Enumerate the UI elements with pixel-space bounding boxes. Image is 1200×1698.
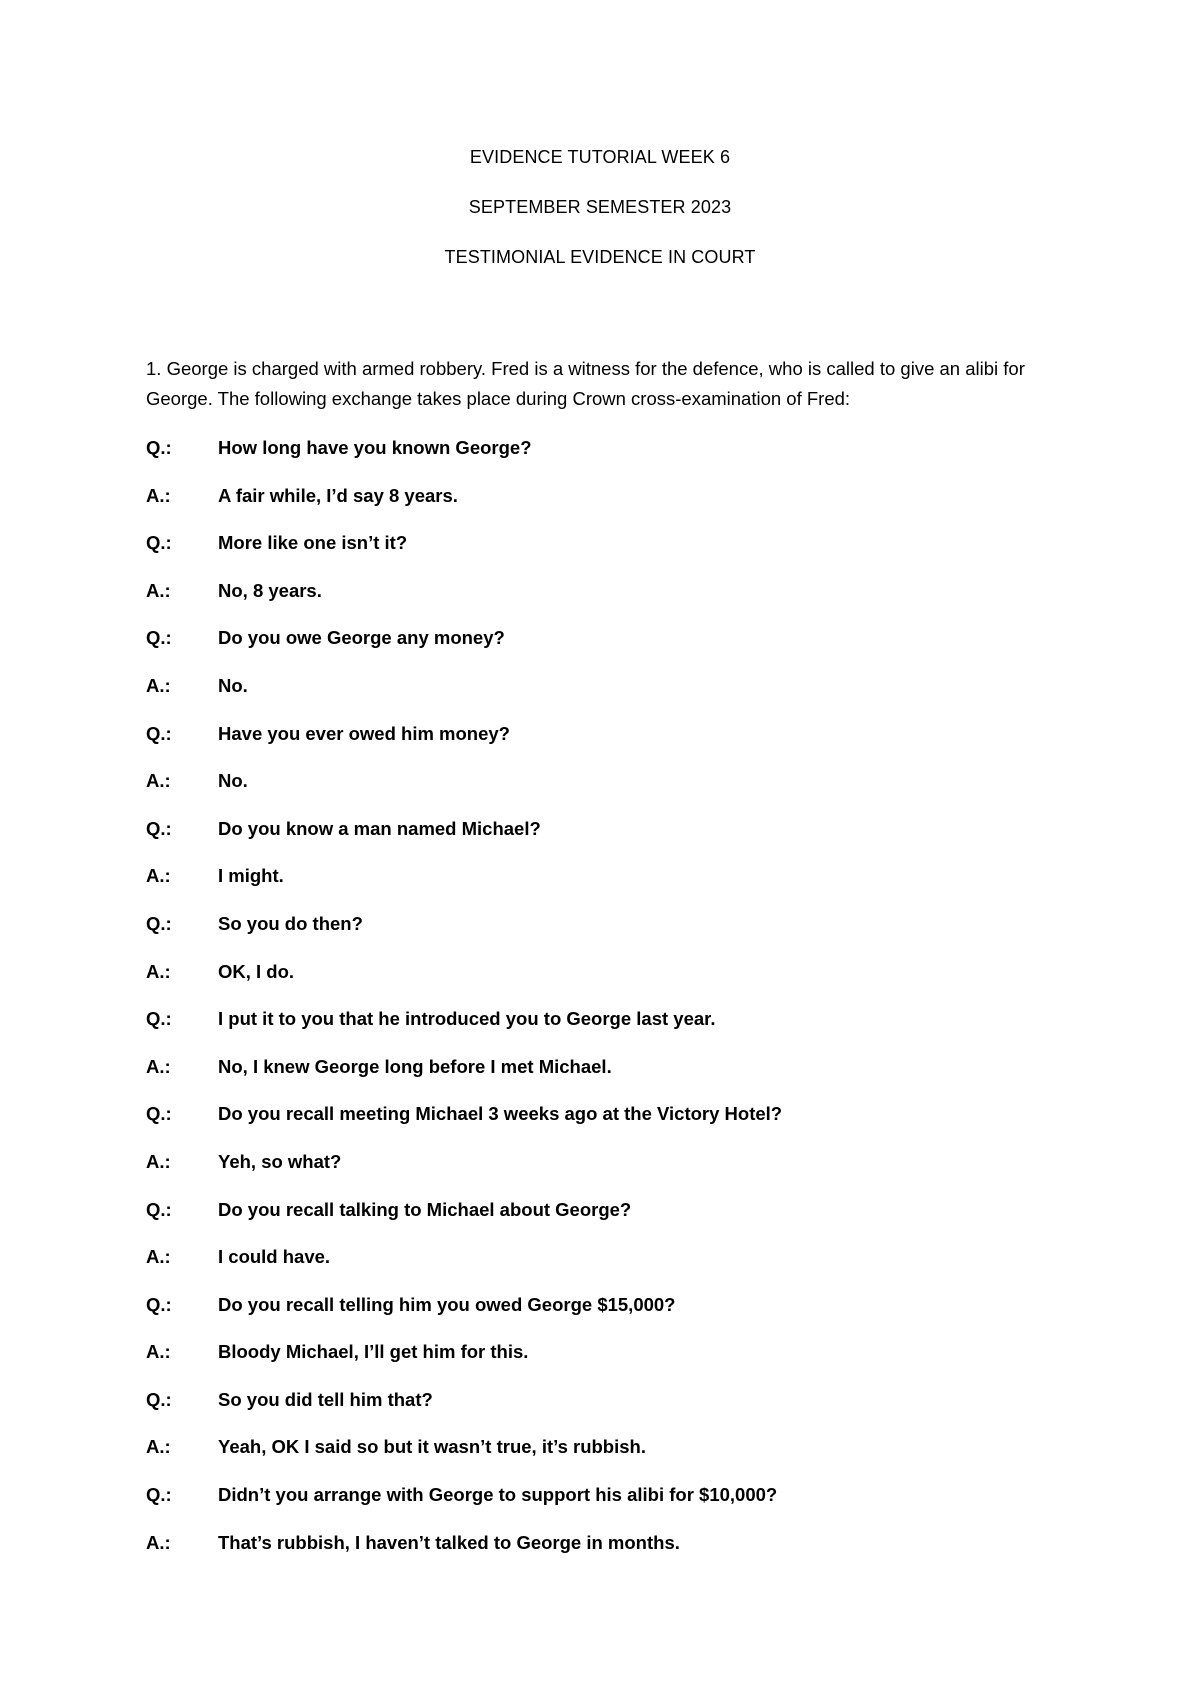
transcript-line: [146, 580, 1056, 628]
transcript-line: [146, 1151, 1056, 1199]
topic-heading: TESTIMONIAL EVIDENCE IN COURT: [444, 247, 756, 267]
question-intro: 1. George is charged with armed robbery. Fred is a witness for the defence, who is called to give an alibi for George. The following exchange takes place during Crown cross-examination of Fred:: [146, 358, 1025, 409]
transcript-line: [146, 818, 1056, 866]
utterance-text: So you do then?: [218, 912, 363, 934]
transcript-line: [146, 913, 1056, 961]
utterance-text: No.: [218, 674, 248, 696]
utterance-text: Didn’t you arrange with George to support his alibi for $10,000?: [218, 1484, 778, 1506]
transcript-line: [146, 1341, 1056, 1389]
speaker-label: Q.:: [146, 532, 172, 554]
utterance-text: How long have you known George?: [218, 437, 532, 458]
transcript-line: [146, 485, 1056, 533]
transcript-line: [146, 1056, 1056, 1104]
utterance-text: So you did tell him that?: [218, 1388, 433, 1410]
transcript-line: [146, 1246, 1056, 1294]
speaker-label: Q.:: [146, 1293, 172, 1315]
transcript-line: [146, 1199, 1056, 1247]
transcript-line: [146, 1294, 1056, 1342]
utterance-text: That’s rubbish, I haven’t talked to George in months.: [218, 1531, 680, 1553]
speaker-label: A.:: [146, 1150, 171, 1172]
utterance-text: Do you owe George any money?: [218, 627, 505, 649]
speaker-label: A.:: [146, 770, 171, 792]
transcript-line: [146, 723, 1056, 771]
transcript-line: [146, 532, 1056, 580]
document-title: EVIDENCE TUTORIAL WEEK 6: [469, 147, 731, 167]
transcript-line: [146, 1008, 1056, 1056]
speaker-label: A.:: [146, 1055, 171, 1077]
speaker-label: Q.:: [146, 722, 172, 744]
document-headings: [0, 146, 1200, 296]
speaker-label: Q.:: [146, 627, 172, 649]
speaker-label: A.:: [146, 484, 171, 506]
speaker-label: Q.:: [146, 817, 172, 839]
cross-examination-transcript: [146, 437, 1056, 1579]
speaker-label: A.:: [146, 1436, 171, 1458]
utterance-text: Do you know a man named Michael?: [218, 817, 541, 839]
speaker-label: Q.:: [146, 912, 172, 934]
transcript-line: [146, 675, 1056, 723]
semester-heading: SEPTEMBER SEMESTER 2023: [468, 197, 732, 217]
speaker-label: A.:: [146, 960, 171, 982]
utterance-text: Bloody Michael, I’ll get him for this.: [218, 1341, 529, 1363]
transcript-line: [146, 770, 1056, 818]
utterance-text: Yeh, so what?: [218, 1150, 342, 1172]
speaker-label: Q.:: [146, 1484, 172, 1506]
utterance-text: Have you ever owed him money?: [218, 722, 510, 744]
utterance-text: I put it to you that he introduced you to George last year.: [218, 1008, 716, 1030]
utterance-text: Do you recall telling him you owed George $15,000?: [218, 1293, 676, 1315]
speaker-label: A.:: [146, 579, 171, 601]
utterance-text: OK, I do.: [218, 960, 295, 982]
speaker-label: Q.:: [146, 1008, 172, 1030]
utterance-text: No.: [218, 770, 248, 792]
utterance-text: I might.: [218, 865, 284, 887]
speaker-label: Q.:: [146, 437, 172, 458]
transcript-line: [146, 1103, 1056, 1151]
transcript-line: [146, 437, 1056, 485]
transcript-line: [146, 1484, 1056, 1532]
utterance-text: Yeah, OK I said so but it wasn’t true, it’s rubbish.: [218, 1436, 646, 1458]
utterance-text: No, I knew George long before I met Michael.: [218, 1055, 612, 1077]
utterance-text: Do you recall talking to Michael about George?: [218, 1198, 632, 1220]
speaker-label: A.:: [146, 674, 171, 696]
speaker-label: Q.:: [146, 1103, 172, 1125]
transcript-line: [146, 627, 1056, 675]
utterance-text: A fair while, I’d say 8 years.: [218, 484, 458, 506]
speaker-label: Q.:: [146, 1388, 172, 1410]
speaker-label: A.:: [146, 1246, 171, 1268]
utterance-text: No, 8 years.: [218, 579, 322, 601]
speaker-label: A.:: [146, 1531, 171, 1553]
speaker-label: A.:: [146, 865, 171, 887]
transcript-line: [146, 961, 1056, 1009]
transcript-line: [146, 1532, 1056, 1580]
utterance-text: I could have.: [218, 1246, 331, 1268]
transcript-line: [146, 1389, 1056, 1437]
transcript-line: [146, 1436, 1056, 1484]
utterance-text: More like one isn’t it?: [218, 532, 408, 554]
transcript-line: [146, 865, 1056, 913]
speaker-label: Q.:: [146, 1198, 172, 1220]
utterance-text: Do you recall meeting Michael 3 weeks ago at the Victory Hotel?: [218, 1103, 783, 1125]
speaker-label: A.:: [146, 1341, 171, 1363]
